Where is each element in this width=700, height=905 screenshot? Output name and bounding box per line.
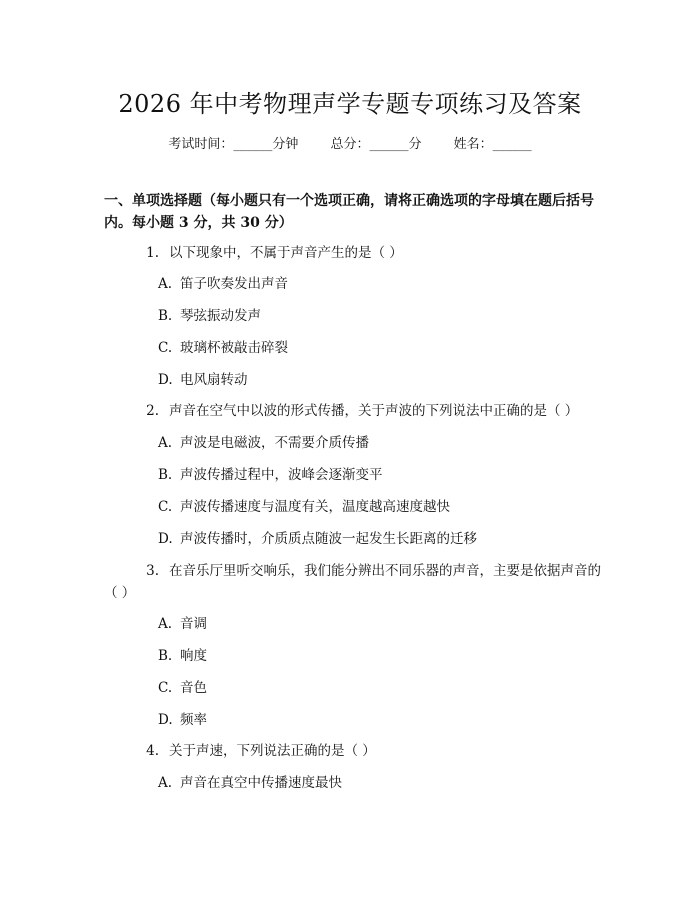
question-1-option-a bbox=[158, 273, 288, 295]
option-text: 音色 bbox=[180, 680, 207, 696]
option-letter: A. bbox=[158, 435, 173, 451]
question-2-option-d bbox=[158, 528, 477, 550]
option-letter: C. bbox=[158, 499, 173, 515]
question-2-option-c bbox=[158, 496, 450, 518]
option-letter: D. bbox=[158, 712, 173, 728]
option-text: 声波传播过程中，波峰会逐渐变平 bbox=[180, 467, 383, 483]
question-4-option-a bbox=[158, 772, 342, 794]
option-letter: B. bbox=[158, 467, 173, 483]
question-text-continuation: （ ） bbox=[104, 585, 136, 601]
question-number: 4. bbox=[146, 743, 159, 759]
option-text: 声波传播速度与温度有关，温度越高速度越快 bbox=[180, 499, 450, 515]
option-text: 声波是电磁波，不需要介质传播 bbox=[180, 435, 369, 451]
total-score-field: 总分：______分 bbox=[330, 137, 422, 152]
option-letter: D. bbox=[158, 531, 173, 547]
question-text: 在音乐厅里听交响乐，我们能分辨出不同乐器的声音，主要是依据声音的 bbox=[169, 563, 601, 579]
question-2 bbox=[104, 400, 604, 422]
option-letter: A. bbox=[158, 276, 173, 292]
option-letter: A. bbox=[158, 616, 173, 632]
question-2-option-a bbox=[158, 432, 369, 454]
student-name-field: 姓名：______ bbox=[453, 137, 532, 152]
question-3-option-d bbox=[158, 709, 207, 731]
option-text: 声波传播时，介质质点随波一起发生长距离的迁移 bbox=[180, 531, 477, 547]
question-1 bbox=[104, 242, 604, 264]
option-letter: B. bbox=[158, 308, 173, 324]
option-text: 电风扇转动 bbox=[180, 372, 248, 388]
question-1-option-b bbox=[158, 305, 261, 327]
option-text: 频率 bbox=[180, 712, 207, 728]
question-text: 以下现象中，不属于声音产生的是（ ） bbox=[169, 245, 403, 261]
exam-time-field: 考试时间：______分钟 bbox=[168, 137, 299, 152]
question-number: 1. bbox=[146, 245, 159, 261]
question-4 bbox=[104, 740, 604, 762]
question-2-option-b bbox=[158, 464, 383, 486]
option-letter: A. bbox=[158, 775, 173, 791]
question-1-option-d bbox=[158, 369, 248, 391]
option-text: 笛子吹奏发出声音 bbox=[180, 276, 288, 292]
option-letter: C. bbox=[158, 340, 173, 356]
option-text: 琴弦振动发声 bbox=[180, 308, 261, 324]
question-1-option-c bbox=[158, 337, 288, 359]
option-text: 音调 bbox=[180, 616, 207, 632]
question-text: 声音在空气中以波的形式传播，关于声波的下列说法中正确的是（ ） bbox=[169, 403, 579, 419]
option-letter: D. bbox=[158, 372, 173, 388]
section-heading: 一、单项选择题（每小题只有一个选项正确，请将正确选项的字母填在题后括号内。每小题 3 分，共 30 分） bbox=[104, 193, 594, 231]
option-text: 玻璃杯被敲击碎裂 bbox=[180, 340, 288, 356]
question-number: 2. bbox=[146, 403, 159, 419]
question-text: 关于声速，下列说法正确的是（ ） bbox=[169, 743, 376, 759]
question-number: 3. bbox=[146, 563, 159, 579]
exam-meta bbox=[0, 133, 700, 152]
question-3-option-a bbox=[158, 613, 207, 635]
question-3-option-c bbox=[158, 677, 207, 699]
option-letter: C. bbox=[158, 680, 173, 696]
question-3 bbox=[104, 560, 604, 582]
option-text: 响度 bbox=[180, 648, 207, 664]
option-text: 声音在真空中传播速度最快 bbox=[180, 775, 342, 791]
page-title: 2026 年中考物理声学专题专项练习及答案 bbox=[118, 90, 582, 118]
question-3-option-b bbox=[158, 645, 207, 667]
option-letter: B. bbox=[158, 648, 173, 664]
question-3-continuation bbox=[104, 582, 164, 604]
